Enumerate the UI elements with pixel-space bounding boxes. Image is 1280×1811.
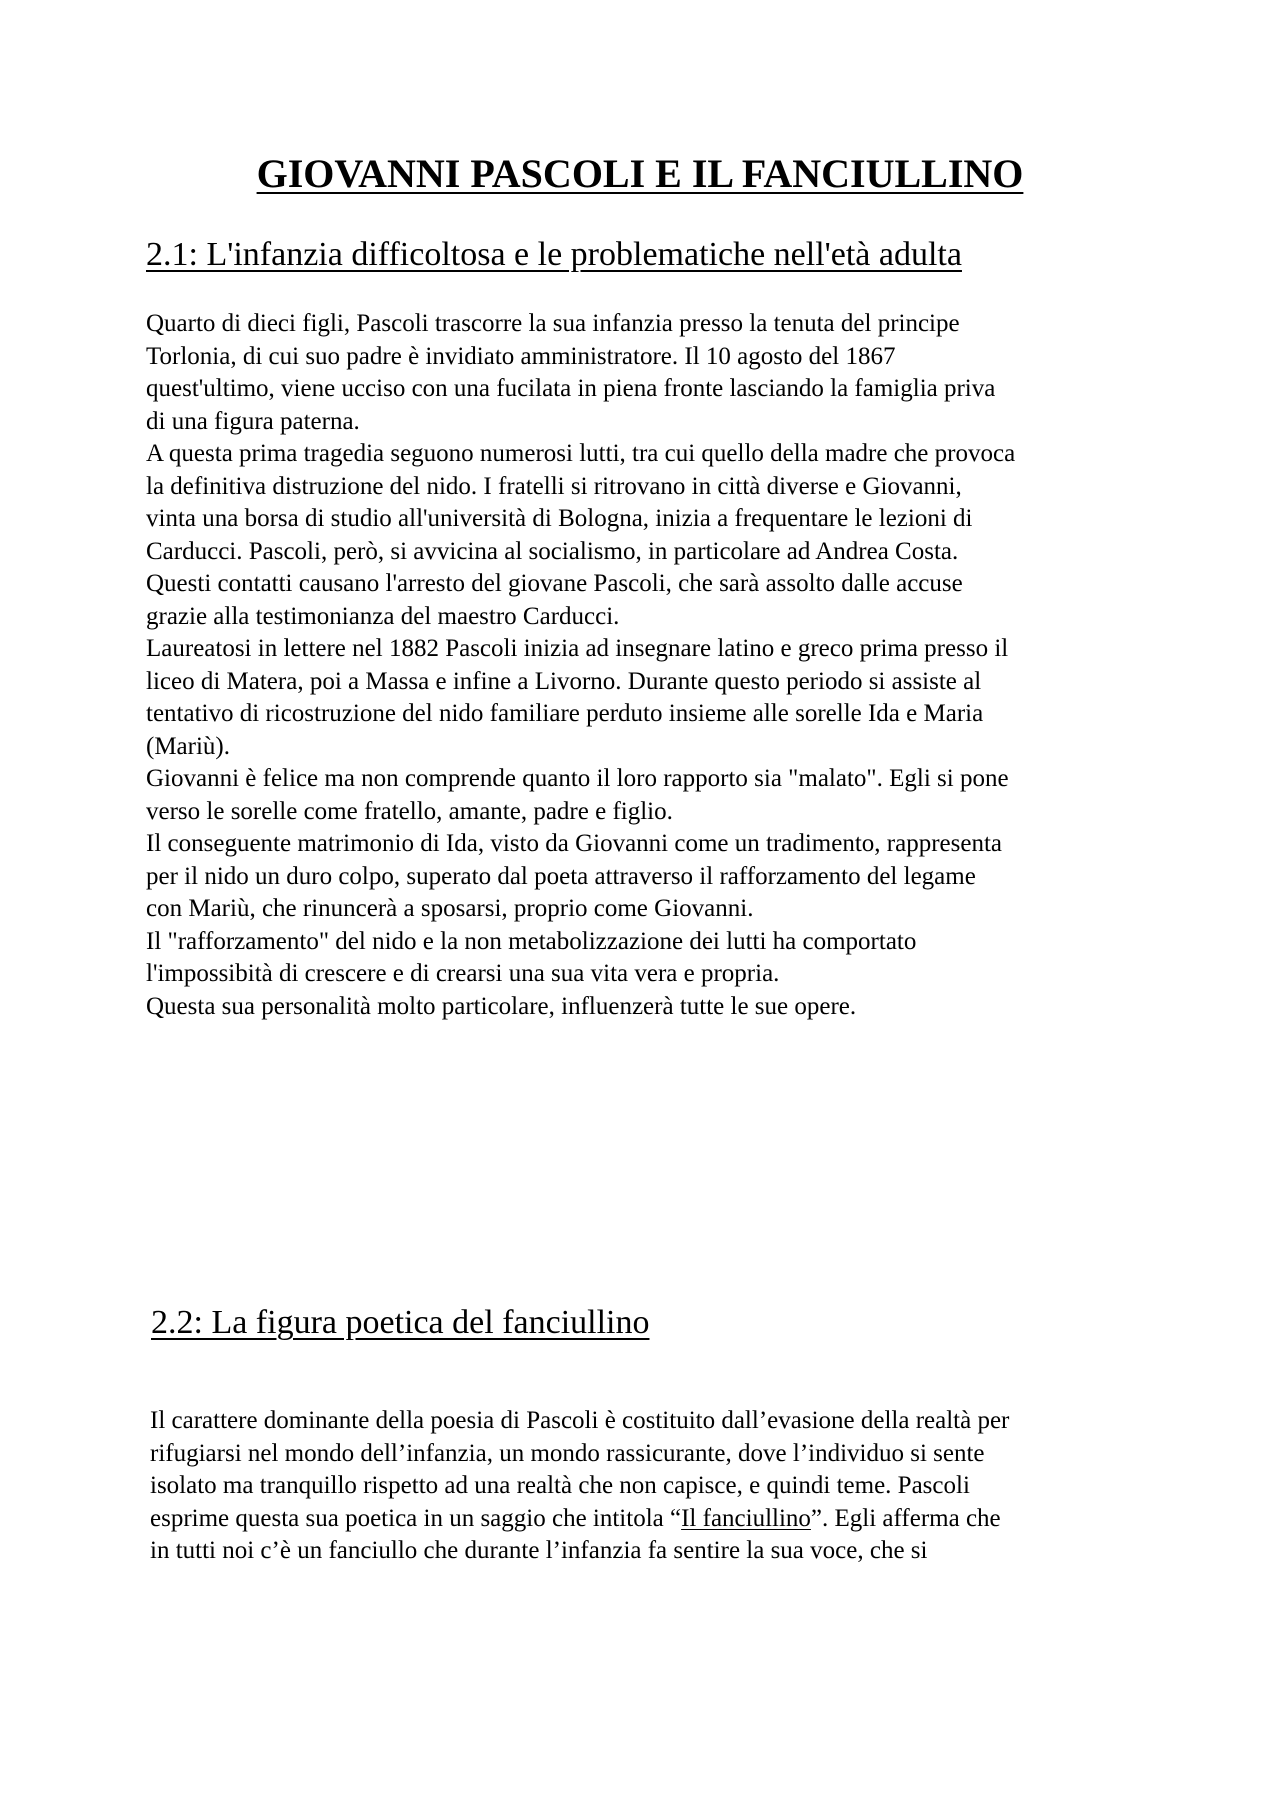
paragraph-line: Carducci. Pascoli, però, si avvicina al socialismo, in particolare ad Andrea Costa. [146, 537, 959, 565]
paragraph-line: di una figura paterna. [146, 407, 360, 435]
paragraph-line: Torlonia, di cui suo padre è invidiato amministratore. Il 10 agosto del 1867 [146, 342, 896, 370]
section-body-fanciullino [150, 1405, 1170, 1568]
line-text-before: esprime questa sua poetica in un saggio che intitola “ [150, 1504, 682, 1532]
section-heading-fanciullino: 2.2: La figura poetica del fanciullino [151, 1304, 650, 1341]
paragraph-line: l'impossibità di crescere e di crearsi una sua vita vera e propria. [146, 960, 780, 987]
section-body-infanzia [146, 308, 1166, 1023]
essay-title-underlined: Il fanciullino [681, 1504, 811, 1532]
paragraph-line: (Mariù). [146, 732, 230, 760]
paragraph-line: Il "rafforzamento" del nido e la non metabolizzazione dei lutti ha comportato [146, 927, 917, 955]
paragraph-line: la definitiva distruzione del nido. I fratelli si ritrovano in città diverse e Giovanni, [146, 472, 962, 500]
paragraph-line: isolato ma tranquillo rispetto ad una realtà che non capisce, e quindi teme. Pascoli [150, 1472, 970, 1499]
paragraph-line: Questa sua personalità molto particolare, influenzerà tutte le sue opere. [146, 992, 857, 1020]
paragraph-line: verso le sorelle come fratello, amante, padre e figlio. [146, 797, 673, 825]
paragraph-line: grazie alla testimonianza del maestro Carducci. [146, 602, 620, 630]
paragraph-line: rifugiarsi nel mondo dell’infanzia, un mondo rassicurante, dove l’individuo si sente [150, 1439, 985, 1467]
paragraph-line: per il nido un duro colpo, superato dal poeta attraverso il rafforzamento del legame [146, 862, 976, 890]
paragraph-line: tentativo di ricostruzione del nido familiare perduto insieme alle sorelle Ida e Maria [146, 700, 984, 727]
paragraph-line: con Mariù, che rinuncerà a sposarsi, proprio come Giovanni. [146, 895, 754, 922]
line-text-after: ”. Egli afferma che [810, 1504, 1001, 1532]
paragraph-line: Giovanni è felice ma non comprende quanto il loro rapporto sia "malato". Egli si pone [146, 765, 1009, 792]
paragraph-line: Laureatosi in lettere nel 1882 Pascoli inizia ad insegnare latino e greco prima presso il [146, 635, 1009, 662]
paragraph-line: vinta una borsa di studio all'università di Bologna, inizia a frequentare le lezioni di [146, 505, 973, 532]
paragraph-line: Questi contatti causano l'arresto del giovane Pascoli, che sarà assolto dalle accuse [146, 570, 963, 597]
paragraph-line: liceo di Matera, poi a Massa e infine a Livorno. Durante questo periodo si assiste al [146, 667, 982, 695]
section-heading-infanzia: 2.1: L'infanzia difficoltosa e le problematiche nell'età adulta [146, 236, 962, 273]
paragraph-line: Quarto di dieci figli, Pascoli trascorre la sua infanzia presso la tenuta del principe [146, 310, 960, 337]
paragraph-line: A questa prima tragedia seguono numerosi lutti, tra cui quello della madre che provoca [146, 440, 1016, 467]
paragraph-line-with-title [150, 1503, 1170, 1536]
paragraph-line: in tutti noi c’è un fanciullo che durante l’infanzia fa sentire la sua voce, che si [150, 1537, 928, 1564]
paragraph-line: Il carattere dominante della poesia di Pascoli è costituito dall’evasione della realtà per [150, 1407, 1010, 1434]
document-title: GIOVANNI PASCOLI E IL FANCIULLINO [256, 151, 1024, 196]
paragraph-line: quest'ultimo, viene ucciso con una fucilata in piena fronte lasciando la famiglia priva [146, 375, 996, 402]
paragraph-line: Il conseguente matrimonio di Ida, visto da Giovanni come un tradimento, rappresenta [146, 830, 1003, 857]
